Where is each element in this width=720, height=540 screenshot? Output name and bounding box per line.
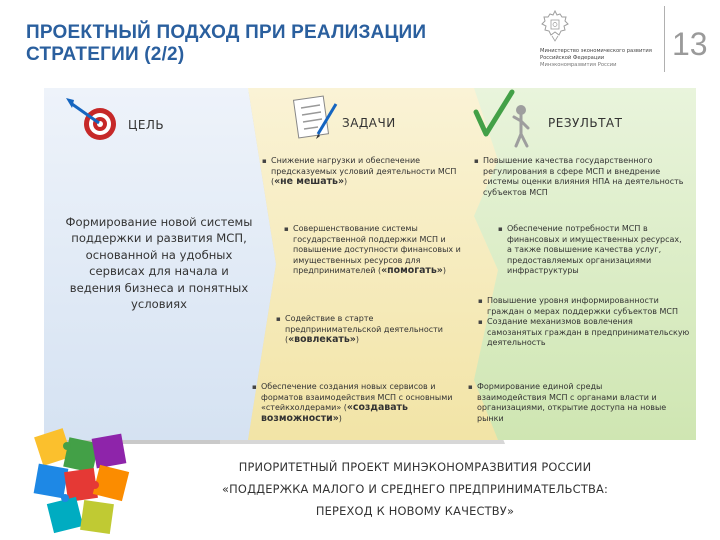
ministry-name-line-3: Минэкономразвития России: [540, 62, 617, 68]
task-4: [252, 382, 472, 424]
bottom-line-1: ПРИОРИТЕТНЫЙ ПРОЕКТ МИНЭКОНОМРАЗВИТИЯ РОССИИ: [238, 460, 592, 474]
tasks-header: ЗАДАЧИ: [342, 116, 396, 130]
task-2-item: ▪ Совершенствование системы государственной поддержки МСП и повышение доступности финансовых и имущественных ресурсов для предпринимателей («помогать»): [284, 224, 482, 277]
bottom-line-3: ПЕРЕХОД К НОВОМУ КАЧЕСТВУ»: [315, 504, 515, 518]
result-4: [468, 382, 674, 424]
result-3-item-2: ▪ Создание механизмов вовлечения самозанятых граждан в предпринимательскую деятельность: [478, 317, 690, 349]
result-4-item: ▪ Формирование единой среды взаимодействия МСП с органами власти и организациями, открытие доступа на новые рынки: [468, 382, 674, 424]
task-4-item: ▪ Обеспечение создания новых сервисов и форматов взаимодействия МСП с основными «стейкхолдерами» («создавать возможности»): [252, 382, 472, 424]
result-2: [498, 224, 688, 277]
page-number: 13: [672, 26, 708, 62]
task-1-item: ▪ Снижение нагрузки и обеспечение предсказуемых условий деятельности МСП («не мешать»): [262, 156, 468, 188]
task-3-item: ▪ Содействие в старте предпринимательской деятельности («вовлекать»): [276, 314, 466, 346]
title-line-1: ПРОЕКТНЫЙ ПОДХОД ПРИ РЕАЛИЗАЦИИ: [26, 22, 427, 43]
title-line-2: СТРАТЕГИИ (2/2): [26, 44, 185, 65]
task-1: [262, 156, 468, 188]
result-2-item: ▪ Обеспечение потребности МСП в финансовых и имущественных ресурсах, а также повышение качества услуг, предоставляемых организациями инфраструктуры: [498, 224, 688, 277]
result-1: [474, 156, 686, 198]
ministry-name-line-1: Министерство экономического развития: [540, 48, 652, 54]
result-3: [478, 296, 690, 349]
puzzle-icon: [34, 428, 130, 534]
goal-header: ЦЕЛЬ: [128, 118, 165, 132]
bottom-caption: [176, 456, 654, 522]
result-header: РЕЗУЛЬТАТ: [548, 116, 623, 130]
ministry-name-line-2: Российской Федерации: [540, 55, 605, 61]
bottom-line-2: «ПОДДЕРЖКА МАЛОГО И СРЕДНЕГО ПРЕДПРИНИМАТЕЛЬСТВА:: [221, 482, 609, 496]
goal-text: Формирование новой системы поддержки и развития МСП, основанной на удобных сервисах для начала и ведения бизнеса и понятных условиях: [65, 215, 253, 312]
task-2: [284, 224, 482, 277]
task-3: [276, 314, 466, 346]
result-1-item: ▪ Повышение качества государственного регулирования в сфере МСП и внедрение системы оценки влияния НПА на деятельность субъектов МСП: [474, 156, 686, 198]
result-3-item-1: ▪ Повышение уровня информированности граждан о мерах поддержки субъектов МСП: [478, 296, 690, 317]
